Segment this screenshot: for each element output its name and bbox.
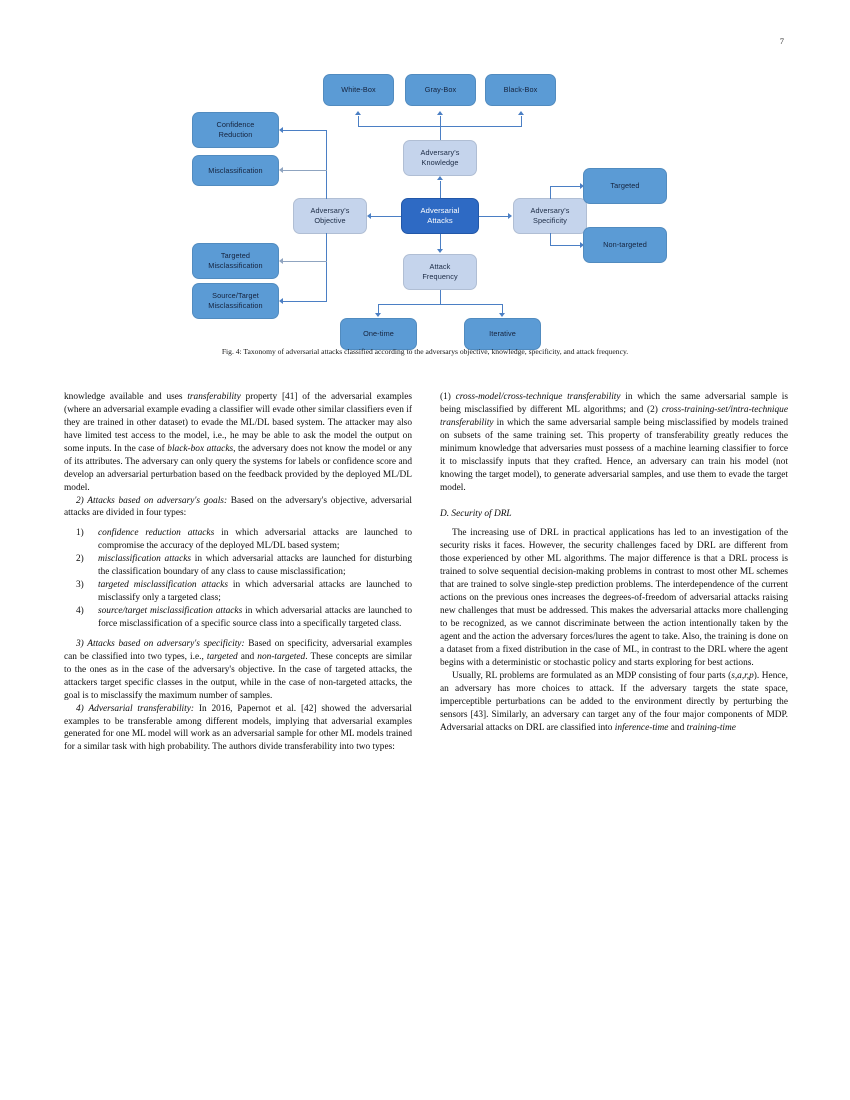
paragraph-adversarial-transferability <box>64 703 412 755</box>
arrow-to-specificity <box>508 213 512 219</box>
para2-body: Based on the adversary's objective, adversarial attacks are divided in four types: <box>64 495 412 519</box>
right-column <box>440 391 788 734</box>
spacer-after-list <box>64 631 412 638</box>
para3-post: . These concepts are similar to the ones as in the case of the adversary's objective. In the case of targeted attacks, the attackers target specific classes in the output, while in the case of non-targeted attacks, the goal is to misclassify the maximum number of samples. <box>64 651 412 701</box>
para4-body: In 2016, Papernot et al. [42] showed the adversarial examples to be transferable among different models, implying that adversarial examples generated for one ML model will work as an adversarial sample for other ML models trained for a similar task with high probability. The authors divide transferability into two types: <box>64 703 412 753</box>
connector-objective-spine-down <box>326 233 327 301</box>
arrow-to-misclassification <box>279 167 283 173</box>
para2-head: 2) Attacks based on adversary's goals: <box>76 495 228 506</box>
list-item <box>64 553 412 579</box>
body-columns <box>64 391 788 1081</box>
para1-italic-blackbox: black-box attacks <box>167 443 234 454</box>
node-adversarys-knowledge <box>403 140 477 176</box>
para3-pre: Based on specificity, adversarial examples can be classified into two types, i.e., <box>64 638 412 662</box>
para1-mid: property [41] of the adversarial examples (where an adversarial example evading a classifier will evade other similar classifiers even if they are trained in other dataset) to evade the ML/DL based system. The attacker may also have limited test access to the model, i.e., he may be able to ask the model the output on some inputs. In the case of <box>64 392 412 454</box>
list-item <box>64 579 412 605</box>
connector-objective-to-confidence <box>283 130 327 131</box>
node-specificity-label-2: Specificity <box>533 216 567 225</box>
rpara1-mid: in which the same adversarial sample is being misclassified by different ML algorithms; and (2) <box>440 392 788 415</box>
node-adversarys-specificity <box>513 198 587 234</box>
connector-root-to-objective <box>371 216 401 217</box>
figure-4 <box>62 60 788 360</box>
node-attack-frequency <box>403 254 477 290</box>
node-root-label-2: Attacks <box>427 216 453 225</box>
connector-specificity-to-targeted <box>550 186 580 187</box>
para3-mid: and <box>237 651 258 662</box>
node-frequency-label-1: Attack <box>429 262 451 272</box>
node-targeted <box>583 168 667 204</box>
para3-italic-targeted: targeted <box>206 651 238 662</box>
arrow-to-source-target-misclassification <box>279 298 283 304</box>
node-iterative <box>464 318 541 350</box>
arrow-to-iterative <box>499 313 505 317</box>
node-one-time-label: One-time <box>363 329 394 339</box>
para1-pre: knowledge available and uses <box>64 392 188 402</box>
arrow-to-objective <box>367 213 371 219</box>
list-item-text: in which adversarial attacks are launched to misclassify only a targeted class; <box>98 580 413 604</box>
connector-objective-to-source-target <box>283 301 327 302</box>
node-misclassification-label: Misclassification <box>208 165 263 175</box>
rpara3-italic-training-time: training-time <box>686 722 736 733</box>
node-black-box-label: Black-Box <box>503 85 538 95</box>
arrow-to-frequency <box>437 249 443 253</box>
list-item-italic: targeted misclassification attacks <box>98 580 228 591</box>
node-gray-box-label: Gray-Box <box>424 85 457 95</box>
rpara1-italic-cross-model: cross-model/cross-technique transferability <box>455 392 621 402</box>
para3-head: 3) Attacks based on adversary's specificity: <box>76 638 245 649</box>
node-targeted-misclassification-label-2: Misclassification <box>208 261 263 270</box>
paragraph-mdp-formulation <box>440 670 788 735</box>
left-column <box>64 391 412 754</box>
node-adversarys-objective <box>293 198 367 234</box>
list-item-italic: source/target misclassification attacks <box>98 606 243 616</box>
paragraph-cross-model-transferability <box>440 391 788 495</box>
para1-post: , the adversary does not know the model or any of its attributes. The adversary can only query the systems for labels or confidence score and develop an adversarial perturbation based on the feedback provided by the deployed ML/DL model. <box>64 443 413 493</box>
arrow-to-confidence-reduction <box>279 127 283 133</box>
node-confidence-reduction-label-2: Reduction <box>218 130 253 139</box>
arrow-to-black-box <box>518 111 524 115</box>
spacer-after-section-head <box>440 520 788 527</box>
connector-knowledge-bus-to-white <box>358 116 359 127</box>
list-marker: 2) <box>76 554 84 565</box>
list-item-italic: misclassification attacks <box>98 554 192 565</box>
connector-knowledge-bus-to-black <box>521 116 522 127</box>
spacer-before-section <box>440 495 788 508</box>
goals-list <box>64 527 412 631</box>
rpara1-post: in which the same adversarial sample being misclassified by models trained on subsets of the same training set. This property of transferability greatly reduces the minimum knowledge that adversaries must possess of a machine learning classifier to force it to misclassify inputs that they crafted. Hence, an adversary can train his model (not knowing the target model), to generate adversarial samples, and use them to evade the target model. <box>440 417 788 493</box>
arrow-to-targeted-misclassification <box>279 258 283 264</box>
connector-specificity-spine-down <box>550 233 551 245</box>
list-item <box>64 527 412 553</box>
node-one-time <box>340 318 417 350</box>
figure-caption: Fig. 4: Taxonomy of adversarial attacks classified according to the adversarys objective, knowledge, specificity, and attack frequency. <box>221 347 629 356</box>
node-iterative-label: Iterative <box>489 329 516 339</box>
connector-frequency-bus <box>378 304 502 305</box>
node-objective-label-2: Objective <box>314 216 346 225</box>
taxonomy-diagram <box>180 60 680 350</box>
arrow-to-one-time <box>375 313 381 317</box>
node-source-target-misclassification <box>192 283 279 319</box>
list-item-text: in which adversarial attacks are launched to compromise the accuracy of the deployed ML/DL based system; <box>98 528 412 552</box>
connector-objective-to-misclassification <box>283 170 327 171</box>
node-confidence-reduction-label-1: Confidence <box>216 120 255 130</box>
node-targeted-misclassification <box>192 243 279 279</box>
node-white-box-label: White-Box <box>341 85 376 95</box>
paragraph-attacks-specificity <box>64 638 412 703</box>
connector-knowledge-up <box>440 126 441 140</box>
para3-italic-non-targeted: non-targeted <box>257 651 306 662</box>
node-knowledge-label-2: Knowledge <box>421 158 459 167</box>
connector-root-to-knowledge <box>440 181 441 198</box>
node-targeted-label: Targeted <box>610 181 640 191</box>
connector-root-to-specificity <box>479 216 508 217</box>
node-objective-label-1: Adversary's <box>310 206 350 216</box>
node-misclassification <box>192 155 279 186</box>
rpara1-italic-cross-training: cross-training-set/intra-technique transferability <box>440 404 788 428</box>
para1-italic-transferability: transferability <box>187 392 241 402</box>
node-gray-box <box>405 74 476 106</box>
paragraph-increasing-use-drl: The increasing use of DRL in practical applications has led to an investigation of the security risks it faces. However, the security challenges faced by DRL are different from those experienced by other ML algorithms. The major difference is that a DRL process is trained to solve sequential decision-making problems in contrast to most other ML schemes that are trained to solve single-step prediction problems. The interdependence of the current actions on the previous ones increases the degrees-of-freedom of adversarial attacks raising new challenges that must be addressed. This makes the adversarial attacks more challenging to be recognized, as we cannot discriminate between the action intentionally taken by the agent and the action the adversary forces/lures the agent to take. Also, the training is done on a dataset from a fixed distribution in the case of ML, in contrast to the DRL where the agent begins with a deterministic or stochastic policy and starts exploring for best actions. <box>440 528 788 668</box>
node-non-targeted <box>583 227 667 263</box>
list-item-italic: confidence reduction attacks <box>98 528 215 539</box>
list-item-text: in which adversarial attacks are launched to force misclassification of a specific source class into a specifically targeted class. <box>98 606 412 629</box>
list-marker: 1) <box>76 528 84 539</box>
paragraph-knowledge-available <box>64 391 412 495</box>
rpara3-pre: Usually, RL problems are formulated as an MDP consisting of four parts ( <box>452 670 732 681</box>
connector-frequency-down <box>440 290 441 304</box>
list-marker: 3) <box>76 580 84 591</box>
connector-root-to-frequency <box>440 234 441 250</box>
node-black-box <box>485 74 556 106</box>
rpara3-italic-inference-time: inference-time <box>614 722 669 733</box>
node-source-target-misclassification-label-1: Source/Target <box>212 291 259 301</box>
arrow-to-gray-box <box>437 111 443 115</box>
arrow-to-white-box <box>355 111 361 115</box>
node-confidence-reduction <box>192 112 279 148</box>
list-item-text: in which adversarial attacks are launched for disturbing the classification boundary of any class to cause misclassification; <box>98 554 412 578</box>
para4-head: 4) Adversarial transferability: <box>76 703 195 714</box>
node-frequency-label-2: Frequency <box>422 272 458 281</box>
rpara3-italic-sarp: s,a,r,p <box>731 670 754 681</box>
connector-specificity-spine-up <box>550 186 551 199</box>
connector-specificity-to-non-targeted <box>550 245 580 246</box>
node-specificity-label-1: Adversary's <box>530 206 570 216</box>
node-adversarial-attacks <box>401 198 479 234</box>
rpara3-mid2: and <box>668 722 687 733</box>
node-root-label-1: Adversarial <box>420 205 460 215</box>
node-targeted-misclassification-label-1: Targeted <box>220 251 251 261</box>
list-marker: 4) <box>76 606 84 616</box>
section-heading-security-of-drl: D. Security of DRL <box>440 508 512 519</box>
node-white-box <box>323 74 394 106</box>
list-item <box>64 605 412 631</box>
node-source-target-misclassification-label-2: Misclassification <box>208 301 263 310</box>
page-number: 7 <box>779 36 784 46</box>
spacer-before-list <box>64 520 412 527</box>
rpara1-pre: (1) <box>440 392 456 402</box>
connector-objective-to-targeted-misclassification <box>283 261 327 262</box>
rpara3-mid: ). Hence, an adversary has more choices to attack. If the adversary targets the state space, imperceptible perturbations can be added to the environment directly by perturbing the sensors [43]. Similarly, an adversary can target any of the four major components of MDP. Adversarial attacks on DRL are classified into <box>440 670 788 733</box>
node-knowledge-label-1: Adversary's <box>420 148 460 158</box>
arrow-to-knowledge <box>437 176 443 180</box>
paragraph-attacks-goals <box>64 495 412 521</box>
connector-objective-spine-up <box>326 130 327 199</box>
node-non-targeted-label: Non-targeted <box>603 240 647 250</box>
